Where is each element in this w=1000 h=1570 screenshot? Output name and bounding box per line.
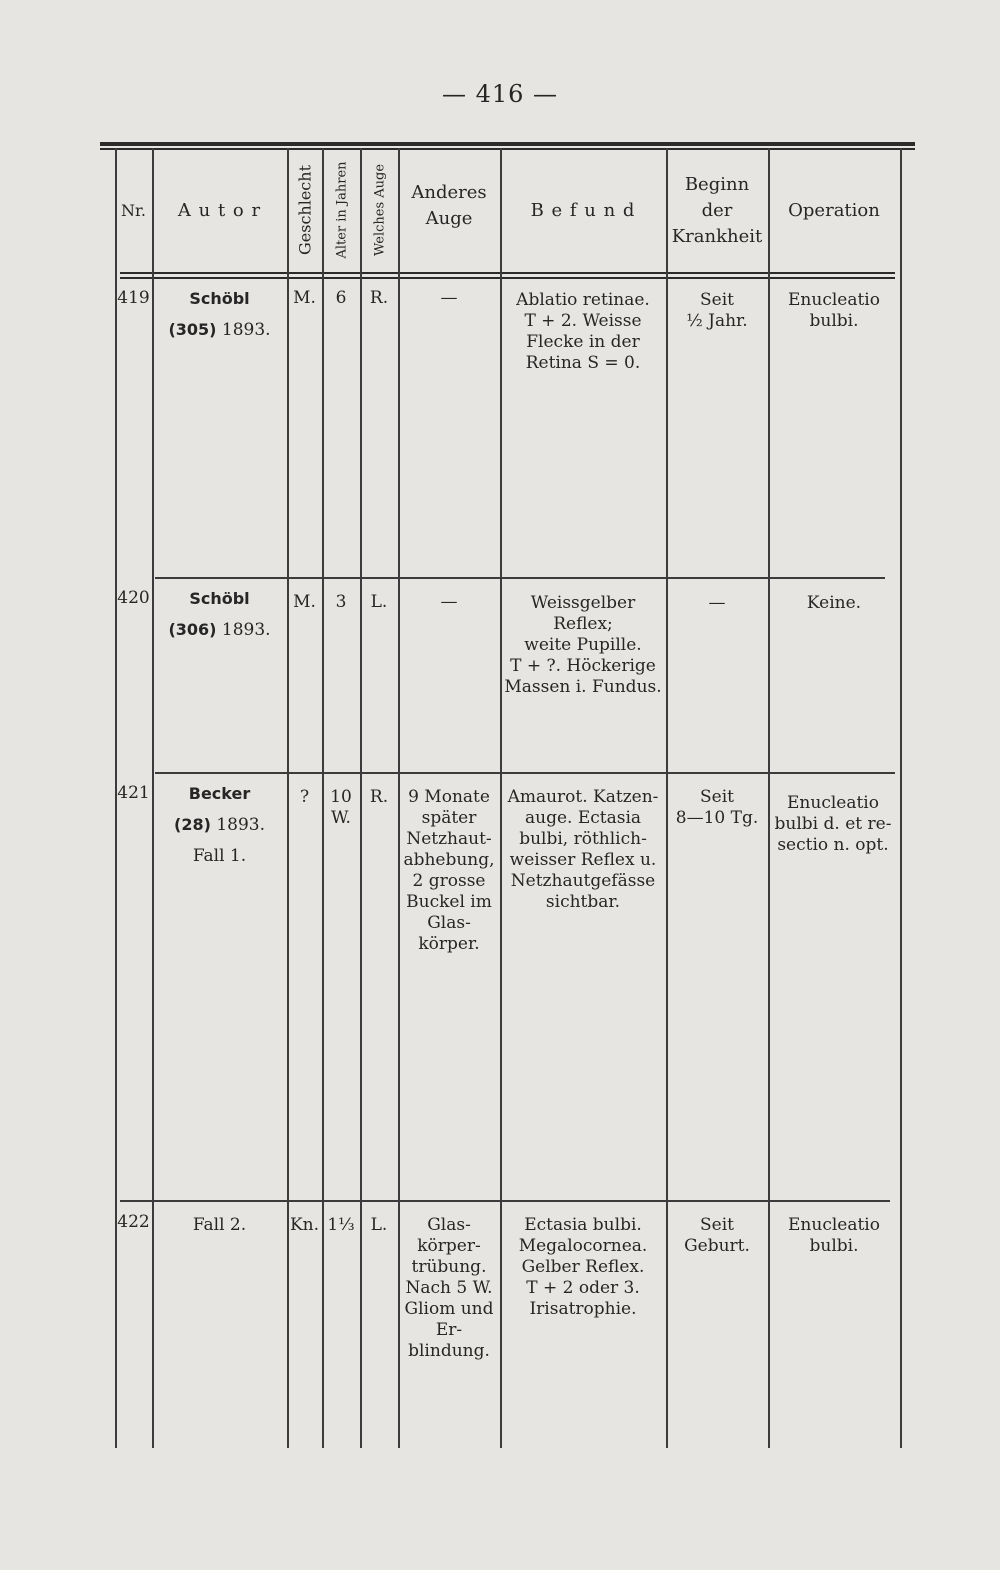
befund-line: weite Pupille. (524, 635, 642, 655)
row-author (152, 1215, 287, 1236)
author-citation (152, 814, 287, 836)
other-eye-line: Glas- (427, 913, 471, 933)
row-sex: ? (299, 787, 310, 807)
beginn-line: ½ Jahr. (686, 311, 748, 331)
row-sex: Kn. (289, 1215, 320, 1235)
row-befund (500, 290, 666, 374)
other-eye-line: Nach 5 W. (405, 1278, 493, 1298)
row-sex: M. (293, 288, 316, 308)
row-other-eye (398, 787, 500, 955)
header-beginn-line-2: der (701, 200, 733, 221)
row-age: 6 (335, 288, 347, 308)
table-top-rule-thin (100, 148, 915, 150)
header-operation: Operation (788, 200, 880, 221)
header-beginn-line-3: Krankheit (671, 226, 763, 247)
befund-line: Weissgelber (530, 593, 636, 613)
author-year: 1893. (221, 320, 271, 340)
beginn-line: Seit (700, 787, 734, 807)
row-other-eye: — (440, 288, 458, 308)
row-befund (500, 593, 666, 698)
row-nr: 419 (117, 288, 150, 308)
author-name: Schöbl (189, 589, 250, 608)
header-beginn-line-1: Beginn (684, 174, 750, 195)
header-befund: B e f u n d (530, 200, 636, 221)
row-other-eye: — (440, 592, 458, 612)
beginn-line: Seit (700, 290, 734, 310)
beginn-line: Geburt. (684, 1236, 750, 1256)
other-eye-line: später (421, 808, 477, 828)
row-beginn (666, 787, 768, 829)
header-anderes-auge (398, 180, 500, 232)
other-eye-line: Glas- (427, 1215, 471, 1235)
befund-line: bulbi, röthlich- (519, 829, 647, 849)
other-eye-line: 9 Monate (408, 787, 490, 807)
operation-line: bulbi. (809, 311, 859, 331)
row-author (152, 588, 287, 641)
row-age: 3 (335, 592, 347, 612)
row-author (152, 288, 287, 341)
befund-line: T + ?. Höckerige (510, 656, 656, 676)
befund-line: Irisatrophie. (529, 1299, 637, 1319)
page-number-value: 416 (475, 80, 525, 108)
col-line-right (900, 148, 902, 1448)
befund-line: Flecke in der (526, 332, 640, 352)
row-operation (768, 1215, 900, 1257)
row-eye: R. (369, 288, 389, 308)
other-eye-line: Er- (435, 1320, 463, 1340)
header-autor: A u t o r (177, 200, 262, 221)
other-eye-line: Gliom und (404, 1299, 494, 1319)
operation-line: sectio n. opt. (777, 835, 889, 855)
age-value: 10 (330, 787, 352, 807)
row-operation (768, 290, 900, 332)
author-year: 1893. (216, 815, 265, 835)
befund-line: Retina S = 0. (525, 353, 641, 373)
befund-line: T + 2 oder 3. (526, 1278, 640, 1298)
header-bottom-rule-thin (120, 277, 895, 279)
befund-line: Massen i. Fundus. (504, 677, 662, 697)
row-beginn: — (708, 593, 726, 613)
other-eye-line: abhebung, (403, 850, 495, 870)
beginn-line: 8—10 Tg. (675, 808, 759, 828)
age-unit: W. (331, 808, 351, 828)
row-eye: L. (370, 1215, 388, 1235)
header-bottom-rule (120, 272, 895, 274)
other-eye-line: 2 grosse (412, 871, 486, 891)
row-author (152, 783, 287, 867)
header-nr: Nr. (121, 201, 146, 220)
header-anderes-line-2: Auge (425, 208, 473, 229)
row-age: 1⅓ (327, 1215, 355, 1235)
row-age (322, 787, 360, 829)
operation-line: Enucleatio (787, 793, 879, 813)
row-sex: M. (293, 592, 316, 612)
author-extra: Fall 2. (192, 1215, 247, 1235)
header-welches-auge: Welches Auge (372, 163, 388, 257)
befund-line: Amaurot. Katzen- (507, 787, 659, 807)
other-eye-line: Buckel im (406, 892, 492, 912)
operation-line: bulbi. (809, 1236, 859, 1256)
row-separator-421 (155, 772, 895, 774)
table-top-rule (100, 142, 915, 146)
other-eye-line: blindung. (408, 1341, 490, 1361)
row-operation (766, 793, 900, 856)
author-year: 1893. (221, 620, 271, 640)
author-extra: Fall 1. (192, 846, 247, 866)
row-beginn (666, 1215, 768, 1257)
befund-line: weisser Reflex u. (509, 850, 657, 870)
row-separator-420 (155, 577, 885, 579)
befund-line: Megalocornea. (518, 1236, 648, 1256)
header-alter: Alter in Jahren (334, 161, 350, 259)
row-nr: 422 (117, 1212, 150, 1232)
other-eye-line: trübung. (411, 1257, 487, 1277)
row-nr: 420 (117, 588, 150, 608)
befund-line: Gelber Reflex. (521, 1257, 645, 1277)
beginn-line: Seit (700, 1215, 734, 1235)
row-separator-422 (120, 1200, 890, 1202)
author-name: Becker (188, 784, 251, 803)
row-operation: Keine. (806, 593, 862, 613)
header-beginn (666, 172, 768, 250)
operation-line: Enucleatio (788, 1215, 880, 1235)
befund-line: Ablatio retinae. (516, 290, 650, 310)
befund-line: sichtbar. (545, 892, 621, 912)
befund-line: T + 2. Weisse (524, 311, 642, 331)
author-ref: (28) (174, 815, 211, 834)
author-citation (152, 319, 287, 341)
other-eye-line: körper. (418, 934, 480, 954)
header-anderes-line-1: Anderes (411, 182, 487, 203)
befund-line: Netzhautgefässe (510, 871, 656, 891)
author-ref: (306) (168, 620, 217, 639)
header-geschlecht: Geschlecht (295, 164, 315, 256)
row-befund (500, 1215, 666, 1320)
other-eye-line: körper- (417, 1236, 481, 1256)
row-eye: L. (370, 592, 388, 612)
other-eye-line: Netzhaut- (406, 829, 492, 849)
row-nr: 421 (117, 783, 150, 803)
author-ref: (305) (168, 320, 217, 339)
befund-line: auge. Ectasia (524, 808, 642, 828)
row-eye: R. (369, 787, 389, 807)
operation-line: bulbi d. et re- (774, 814, 892, 834)
row-befund (500, 787, 666, 913)
operation-line: Enucleatio (788, 290, 880, 310)
author-citation (152, 619, 287, 641)
row-beginn (666, 290, 768, 332)
page-number: — 416 — (441, 80, 559, 108)
row-other-eye (398, 1215, 500, 1362)
author-name: Schöbl (189, 289, 250, 308)
befund-line: Ectasia bulbi. (524, 1215, 642, 1235)
befund-line: Reflex; (553, 614, 613, 634)
